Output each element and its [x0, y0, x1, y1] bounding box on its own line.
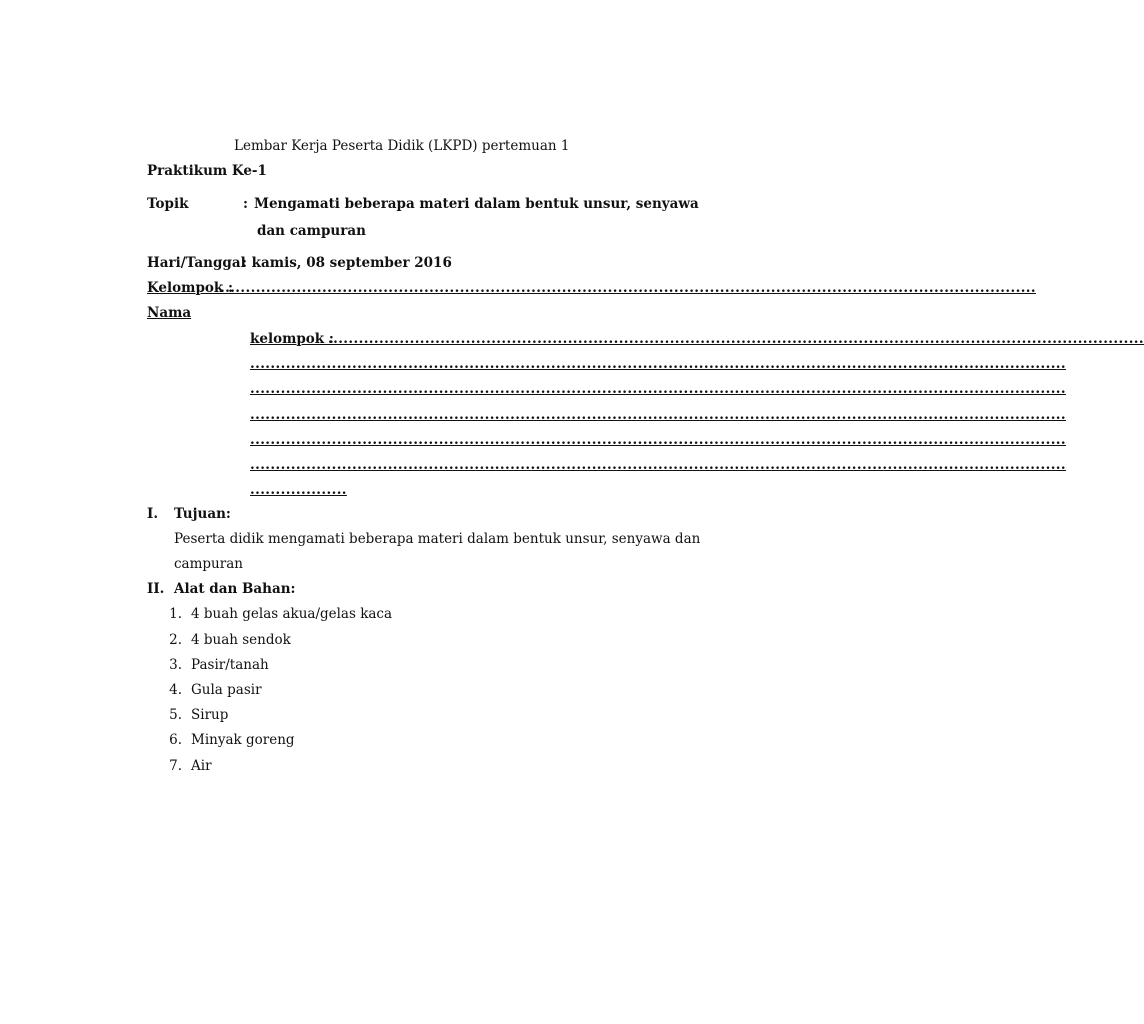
list-item: 4 buah gelas akua/gelas kaca — [191, 606, 393, 622]
topik-separator: : — [243, 196, 248, 212]
list-item-number: 3. — [169, 657, 182, 673]
kelompok-label: Kelompok : — [147, 280, 233, 296]
tujuan-numeral: I. — [147, 506, 159, 522]
list-item-number: 5. — [169, 707, 182, 723]
tujuan-text-line1: Peserta didik mengamati beberapa materi dalam bentuk unsur, senyawa dan — [174, 531, 701, 547]
nama-dot-line-5: ................................................................................................................................................................ — [250, 432, 1066, 448]
nama-kelompok-label: kelompok : — [250, 331, 334, 347]
topik-text-line1: Mengamati beberapa materi dalam bentuk unsur, senyawa — [254, 196, 699, 212]
nama-dot-line-4: ................................................................................................................................................................ — [250, 407, 1066, 423]
nama-dot-line-7: ................... — [250, 482, 347, 498]
tujuan-text-line2: campuran — [174, 556, 243, 572]
list-item: Pasir/tanah — [191, 657, 269, 673]
nama-dot-line-3: ................................................................................................................................................................ — [250, 381, 1066, 397]
nama-dot-line-1: ................................................................................................................................................................ — [328, 331, 1144, 347]
list-item: 4 buah sendok — [191, 632, 291, 648]
nama-label: Nama — [147, 305, 192, 321]
topik-label: Topik — [147, 196, 189, 212]
hari-tanggal-label: Hari/Tanggal — [147, 255, 246, 271]
hari-tanggal-value: : kamis, 08 september 2016 — [242, 255, 452, 271]
nama-dot-line-6: ................................................................................................................................................................ — [250, 457, 1066, 473]
list-item: Gula pasir — [191, 682, 262, 698]
list-item-number: 6. — [169, 732, 182, 748]
list-item-number: 4. — [169, 682, 182, 698]
list-item-number: 2. — [169, 632, 182, 648]
list-item-number: 1. — [169, 606, 182, 622]
list-item-number: 7. — [169, 758, 182, 774]
tujuan-heading: Tujuan: — [174, 506, 231, 522]
alat-heading: Alat dan Bahan: — [174, 581, 296, 597]
praktikum-label: Praktikum Ke-1 — [147, 163, 267, 179]
list-item: Minyak goreng — [191, 732, 295, 748]
nama-dot-line-2: ................................................................................................................................................................ — [250, 356, 1066, 372]
alat-numeral: II. — [147, 581, 165, 597]
kelompok-dot-line: ................................................................................................................................................................ — [220, 280, 1036, 296]
list-item: Air — [191, 758, 212, 774]
topik-text-line2: dan campuran — [257, 223, 366, 239]
list-item: Sirup — [191, 707, 229, 723]
worksheet-title: Lembar Kerja Peserta Didik (LKPD) pertemuan 1 — [234, 138, 570, 154]
